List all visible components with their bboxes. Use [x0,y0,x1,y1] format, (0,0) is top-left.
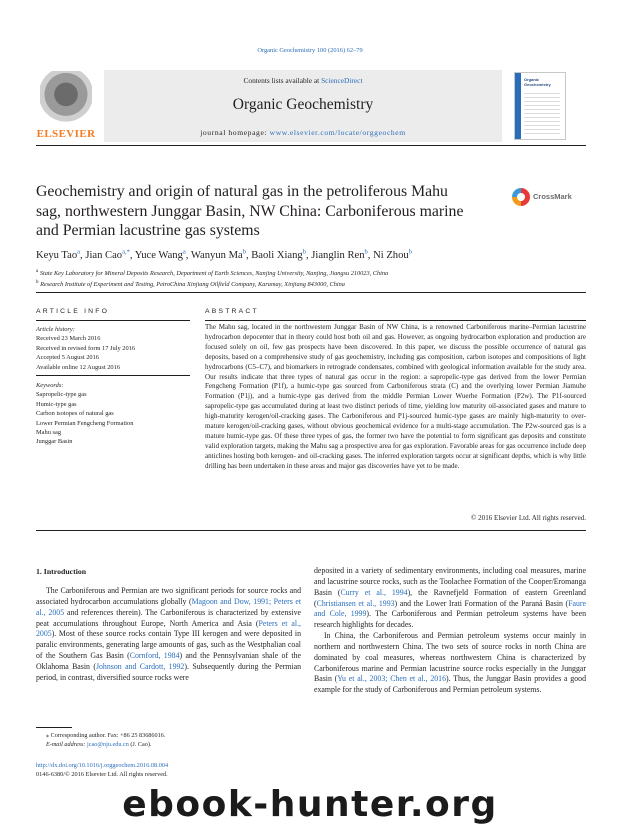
keywords-rule [36,375,190,376]
history-list [36,334,190,372]
author-affiliation-mark[interactable]: b [408,248,412,255]
citation-link[interactable]: Johnson and Cardott, 1992 [95,661,185,671]
author [311,250,373,261]
body-text-run: ) and the Lower Irati Formation of the Paraná Basin ( [394,598,569,608]
intro-right-column [314,566,586,696]
citation-link[interactable]: Christiansen et al., 1993 [316,598,395,608]
author-separator: , [129,249,135,261]
section-heading-introduction: 1. Introduction [36,567,87,576]
article-info-rule [36,320,190,321]
keyword-item: Mahu sag [36,429,62,437]
journal-masthead [36,70,586,142]
body-text-run: In China, the Carboniferous and Permian petroleum systems occur mainly in northern and northwestern China. The two sets of source rocks in north China are dominated by coal measures, whereas northwestern China is characterized by Carboniferous marine and Permian lacustrine source rocks especially in the Junggar Basin ( [314,631,586,684]
article-info-heading: ARTICLE INFO [36,308,110,315]
author-name[interactable]: Jianglin Ren [311,249,365,261]
author-affiliation-mark[interactable]: a [77,248,81,255]
watermark: ebook-hunter.org [122,784,498,825]
masthead-band [104,70,502,142]
footnote-rule [36,727,72,728]
author-email-link[interactable]: jcao@nju.edu.cn [87,741,129,748]
author-separator: , [185,249,191,261]
elsevier-wordmark: ELSEVIER [36,128,96,140]
body-paragraph [314,566,586,631]
author-affiliation-mark[interactable]: a,* [122,248,130,255]
author-name[interactable]: Jian Cao [85,249,123,261]
journal-homepage: journal homepage: www.elsevier.com/locate/orggeochem [200,128,406,137]
author-separator: , [80,249,86,261]
affiliation-letter: a [36,269,39,274]
copyright-line: © 2016 Elsevier Ltd. All rights reserved. [471,514,586,522]
elsevier-logo [36,70,96,140]
crossmark-label: CrossMark [533,192,572,201]
affiliations [36,267,596,290]
elsevier-tree-icon [40,71,92,123]
author-list [36,248,596,261]
author-affiliation-mark[interactable]: a [182,248,186,255]
author-separator: , [367,249,374,261]
author [251,250,311,261]
abstract-text: The Mahu sag, located in the northwestern Junggar Basin of NW China, is a renowned Carboniferous marine–Permian lacustrine hydrocarbon depocenter that in theory could host both oil and gas. However, as ongoing hydrocarbon exploration and production are focused solely on oil, few gas prospects have been discovered. In this paper, we discuss the possible occurrence of natural gas deposits, based on a comprehensive study of gas geochemistry, including gas composition, carbon isotopes and compositions of light hydrocarbons (C5–C7), and biomarkers in retrograde condensates, combined with geological information available for the study area. Our results indicate that three types of natural gas occur in the region: a sapropelic-type gas derived from the lower Permian Fengcheng Formation (P1f), a humic-type gas sourced from Carboniferous strata (C) and the overlying lower Permian Jiamuhe Formation (P1j), and a humic-type gas derived from the middle Permian Lower Wuerhe Formation (P2w). The P1f-sourced sapropelic-type gas accumulated during at least two distinct periods of time, yielding low maturity oil-associated gases and mature to high-maturity kerogen/oil-cracking gases. The Carboniferous and P1j-sourced humic-type gases are mainly high-maturity to over-mature kerogen/oil-cracking gases, without obvious geochemical evidence for a multi-stage accumulation. The P2w-sourced gas is a mature humic-type gas. Of these three types of gas, the former two have the potential to form significant gas deposits and constitute valid exploration targets, making the Mahu sag a prospective area for gas exploration. Favorable areas for gas occurrence include deep anticlines hosting both kerogen- and oil-cracking gases. The inferred exploration targets occur at significant depths, which is why little drilling has been undertaken in these areas and major gas discoveries have yet to be made. [205,323,586,470]
author-name[interactable]: Ni Zhou [373,249,409,261]
corresponding-author-note: ⁎ Corresponding author. Fax: +86 25 83686016. [46,732,166,739]
author-affiliation-mark[interactable]: b [364,248,368,255]
body-text-run: ). Most of these source rocks contain Type III kerogen and were deposited in paralic environments, generating large amounts of gas, such as the Westphalian coal of the Southern Gas Basin ( [36,629,301,661]
citation-link[interactable]: Curry et al., 1994 [340,587,408,597]
body-text-run: ) and the Pennsylvanian shale of the Oklahoma Basin ( [36,651,301,671]
author-name[interactable]: Yuce Wang [134,249,183,261]
journal-homepage-link[interactable]: www.elsevier.com/locate/orggeochem [269,128,406,137]
body-text-run: The Carboniferous and Permian are two significant periods for source rocks and associated hydrocarbon accumulations globally ( [36,586,301,606]
crossmark-badge[interactable] [512,188,592,210]
history-item: Available online 12 August 2016 [36,363,121,371]
keyword-item: Sapropelic-type gas [36,391,87,399]
cover-body [524,93,560,135]
history-item: Accepted 5 August 2016 [36,354,100,362]
keyword-item: Lower Permian Fengcheng Formation [36,419,134,427]
keywords [36,381,190,447]
author-affiliation-mark[interactable]: b [242,248,246,255]
body-text-run: ), the Ravnefjeld Formation of eastern Greenland ( [314,587,586,608]
citation-link[interactable]: Peters et al., 2005 [36,618,301,639]
author-name[interactable]: Baoli Xiang [251,249,303,261]
doi-link[interactable]: http://dx.doi.org/10.1016/j.orggeochem.2016.08.004 [36,762,169,769]
journal-title: Organic Geochemistry [232,96,374,113]
citation-link[interactable]: Cornford, 1984 [129,651,180,661]
body-text-run: ). Subsequently during the Permian period, in contrast, diversified source rocks were [36,661,301,682]
section-rule [36,292,586,293]
cover-stripe [515,73,521,139]
keyword-item: Humic-type gas [36,400,77,408]
keyword-list [36,390,190,446]
history-item: Received 23 March 2016 [36,335,101,343]
citation-link[interactable]: Magoon and Dow, 1991; Peters et al., 2005 [36,596,302,617]
history-item: Received in revised form 17 July 2016 [36,344,136,352]
body-text-run: and references therein). The Carboniferous is characterized by extensive peat accumulations throughout Europe, North America and Asia ( [36,607,302,628]
contents-line: Contents lists available at ScienceDirect [243,76,363,85]
article-history [36,325,190,372]
author [373,250,412,261]
abstract-end-rule [36,530,586,531]
email-line: E-mail address: jcao@nju.edu.cn (J. Cao). [46,741,152,748]
affiliation [36,278,596,289]
author-name[interactable]: Keyu Tao [36,249,78,261]
keyword-item: Carbon isotopes of natural gas [36,410,114,418]
author [135,250,191,261]
doi-block [36,761,168,779]
issn-line: 0146-6380/© 2016 Elsevier Ltd. All rights reserved. [36,771,168,778]
affiliation-letter: b [36,280,39,286]
article-title: Geochemistry and origin of natural gas in the petroliferous Mahu sag, northwestern Junggar Basin, NW China: Carboniferous marine and Permian lacustrine gas systems [36,183,464,240]
keywords-heading: Keywords: [36,382,64,389]
author-affiliation-mark[interactable]: b [302,248,306,255]
abstract-heading: ABSTRACT [205,308,259,315]
citation-link[interactable]: Yu et al., 2003; Chen et al., 2016 [337,674,447,684]
journal-citation[interactable]: Organic Geochemistry 100 (2016) 62–79 [257,47,363,54]
body-text-run: deposited in a variety of sedimentary environments, including coal measures, marine and lacustrine source rocks, such as the Toolachee Formation of the Cooper/Eromanga Basin ( [314,566,586,597]
body-paragraph [36,586,301,684]
author-name[interactable]: Wanyun Ma [190,249,243,261]
body-text-run: ). Thus, the Junggar Basin provides a good example for the study of Carboniferous and Permian petroleum systems. [314,674,586,695]
affiliation-text: Research Institute of Experiment and Testing, PetroChina Xinjiang Oilfield Company, Karamay, Xinjiang 843000, China [40,281,345,289]
citation-link[interactable]: Faure and Cole, 1999 [314,598,586,619]
abstract-rule [205,320,586,321]
keyword-item: Junggar Basin [36,438,73,446]
sciencedirect-link[interactable]: ScienceDirect [321,76,363,85]
intro-left-column [36,586,301,684]
author [85,250,134,261]
body-paragraph [314,631,586,696]
affiliation-text: State Key Laboratory for Mineral Deposits Research, Department of Earth Sciences, Nanjing University, Nanjing, Jiangsu 210023, China [39,270,389,278]
author-separator: , [305,249,312,261]
author [191,250,251,261]
affiliation [36,267,596,278]
author-separator: , [245,249,252,261]
history-heading: Article history: [36,326,75,333]
header-rule [36,145,586,146]
body-text-run: ). The Carboniferous and Permian petroleum systems have been research highlights for decades. [314,609,586,630]
journal-cover-thumbnail [514,72,566,140]
author [36,250,85,261]
crossmark-icon [512,188,530,206]
footnote [36,731,301,749]
cover-title: Organic Geochemistry [524,77,551,87]
